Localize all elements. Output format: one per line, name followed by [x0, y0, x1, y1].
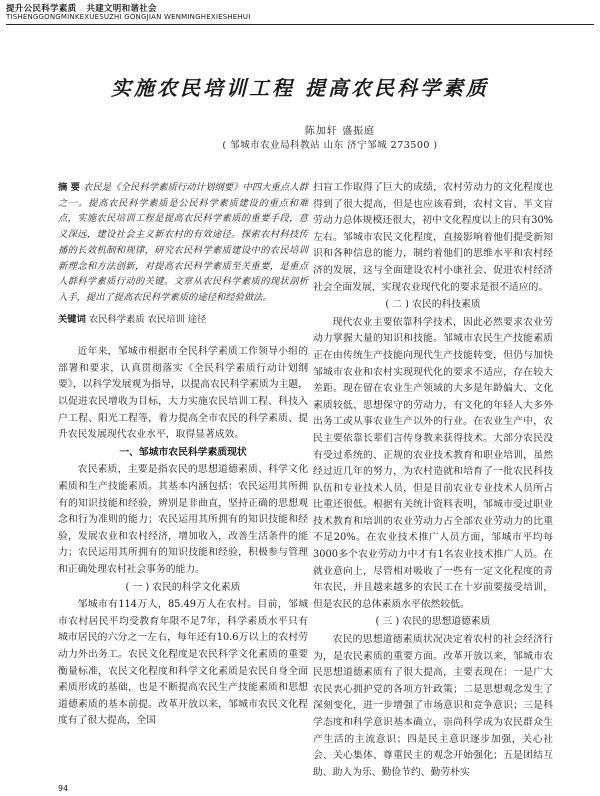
header-pinyin: TISHENGGONGMINKEXUESUZHI GONGJIAN WENMINGHEXIESHEHUI: [6, 13, 251, 21]
abstract-label: 摘 要: [58, 182, 81, 193]
header-journal: 提升公民科学素质: [6, 4, 77, 14]
section-heading-1: 一、邹城市农民科学素质现状: [119, 446, 247, 458]
body-paragraph: 邹城市有114万人，85.49万人在农村。目前，邹城市农村居民平均受教育年限不足7年，科学素质水平只有城市居民的六分之一左右，每年还有10.6万以上的农村劳动力外出务工。农民文化程度是农民科学文化素质的重要衡量标准，农民文化程度和科学文化素质是农民自身全面素质形成的基础，也是不断提高农民生产技能素质和思想道德素质的基本前提。改革开放以来，邹城市农民文化程度有了很大提高，全国: [58, 599, 308, 727]
keywords-label: 关键词: [58, 313, 86, 325]
right-column: [313, 180, 553, 781]
abstract-text: 农民是《全民科学素质行动计划纲要》中四大重点人群之一。提高农民科学素质是公民科学素质建设的重点和难点，实施农民培训工程是提高农民科学素质的重要手段，意义深远，建设社会主义新农村的有效途径。探索农村科技传播的长效机制和规律，研究农民科学素质建设中的农民培训新理念和方法创新，对提高农民科学素质至关重要，是重点人群科学素质行动的关键。文章从农民科学素质的现状剖析入手，提出了提高农民科学素质的途径和经验做法。: [58, 182, 308, 303]
abstract: [58, 180, 308, 306]
article-authors: 陈加轩 盛振庭: [304, 126, 376, 137]
subsection-heading-2: ( 二 ) 农民的科技素质: [385, 299, 481, 311]
intro-paragraph: 近年来，邹城市根据市全民科学素质工作领导小组的部署和要求，认真贯彻落实《全民科学素质行动计划纲要》，以科学发展观为指导，以提高农民科学素质为主题，以促进农民增收为目标，大力实施农民培训工程、科技入户工程、阳光工程等，着力提高全市农民的科学素质、提升农民发展现代农业水平，取得显著成效。: [58, 346, 308, 441]
body-paragraph: 现代农业主要依靠科学技术，因此必然要求农业劳动力掌握大量的知识和技能。邹城市农民生产技能素质正在由传统生产技能向现代生产技能转变，但仍与加快邹城市农业和农村实现现代化的要求不适应，存在较大差距。现在留在农业生产领域的大多是年龄偏大、文化素质较低、思想保守的劳动力，有文化的年轻人大多外出务工或从事农业生产以外的行业。在农业生产中，农民主要依靠长辈们言传身教来获得技术。大部分农民没有受过系统的、正规的农业技术教育和职业培训，虽然经过近几年的努力，为农村造就和培育了一批农民科技队伍和专业技术人员，但是目前农业专业技术人员所占比重还很低。根据有关统计资料表明，邹城市受过职业技术教育和培训的农业劳动力占全部农业劳动力的比重不足20%。在农业技术推广人员方面，邹城市平均每3000多个农业劳动力中才有1名农业技术推广人员。在就业意向上，尽管相对吸收了一些有一定文化程度的青年农民，并且越来越多的农民工在十岁前要接受培训，但是农民的总体素质水平依然较低。: [313, 316, 553, 610]
body-paragraph: 农民的思想道德素质状况决定着农村的社会经济行为，是农民素质的重要方面。改革开放以来，邹城市农民思想道德素质有了很大提高，主要表现在：一是广大农民衷心拥护党的各项方针政策；二是思想观念发生了深刻变化，进一步增强了市场意识和竞争意识；三是科学态度和科学意识基本确立，崇尚科学成为农民群众生产生活的主流意识；四是民主意识逐步加强，关心社会、关心集体、尊重民主的观念开始强化；五是团结互助、助人为乐、勤俭节约、勤劳朴实: [313, 634, 553, 778]
keywords-text: 农民科学素质 农民培训 途径: [88, 313, 207, 325]
body-paragraph: 扫盲工作取得了巨大的成绩，农村劳动力的文化程度也得到了很大提高，但是也应该看到，农村文盲、半文盲劳动力总体规模还很大，初中文化程度以上的只有30%左右。邹城市农民文化程度，直接影响着他们提受新知识和各种信息的能力，制约着他们的思维水平和农村经济的发展，这与全面建设农村小康社会、促进农村经济社会全面发展，实现农业现代化的要求是很不适应的。: [313, 182, 553, 293]
subsection-heading-1: ( 一 ) 农民的科学文化素质: [125, 581, 241, 593]
subsection-heading-3: ( 三 ) 农民的思想道德素质: [375, 616, 491, 628]
article-affiliation: ( 邹城市农业局科教站 山东 济宁邹城 273500 ): [222, 140, 438, 151]
page-number: 94: [58, 784, 69, 793]
left-column: [58, 180, 308, 730]
header-topic: 共建文明和谐社会: [86, 4, 157, 14]
running-header: [6, 2, 594, 25]
article-title: 实施农民培训工程 提高农民科学素质: [111, 76, 489, 100]
keywords: [58, 312, 308, 329]
body-paragraph: 农民素质，主要是指农民的思想道德素质、科学文化素质和生产技能素质。其基本内涵包括：农民运用其所拥有的知识技能和经验，辨别是非曲直，坚持正确的思想观念和行为准则的能力；农民运用其所拥有的知识技能和经验，发展农业和农村经济，增加收入，改善生活条件的能力；农民运用其所拥有的知识技能和经验，积极参与管理和正确处理农村社会事务的能力。: [58, 464, 308, 575]
